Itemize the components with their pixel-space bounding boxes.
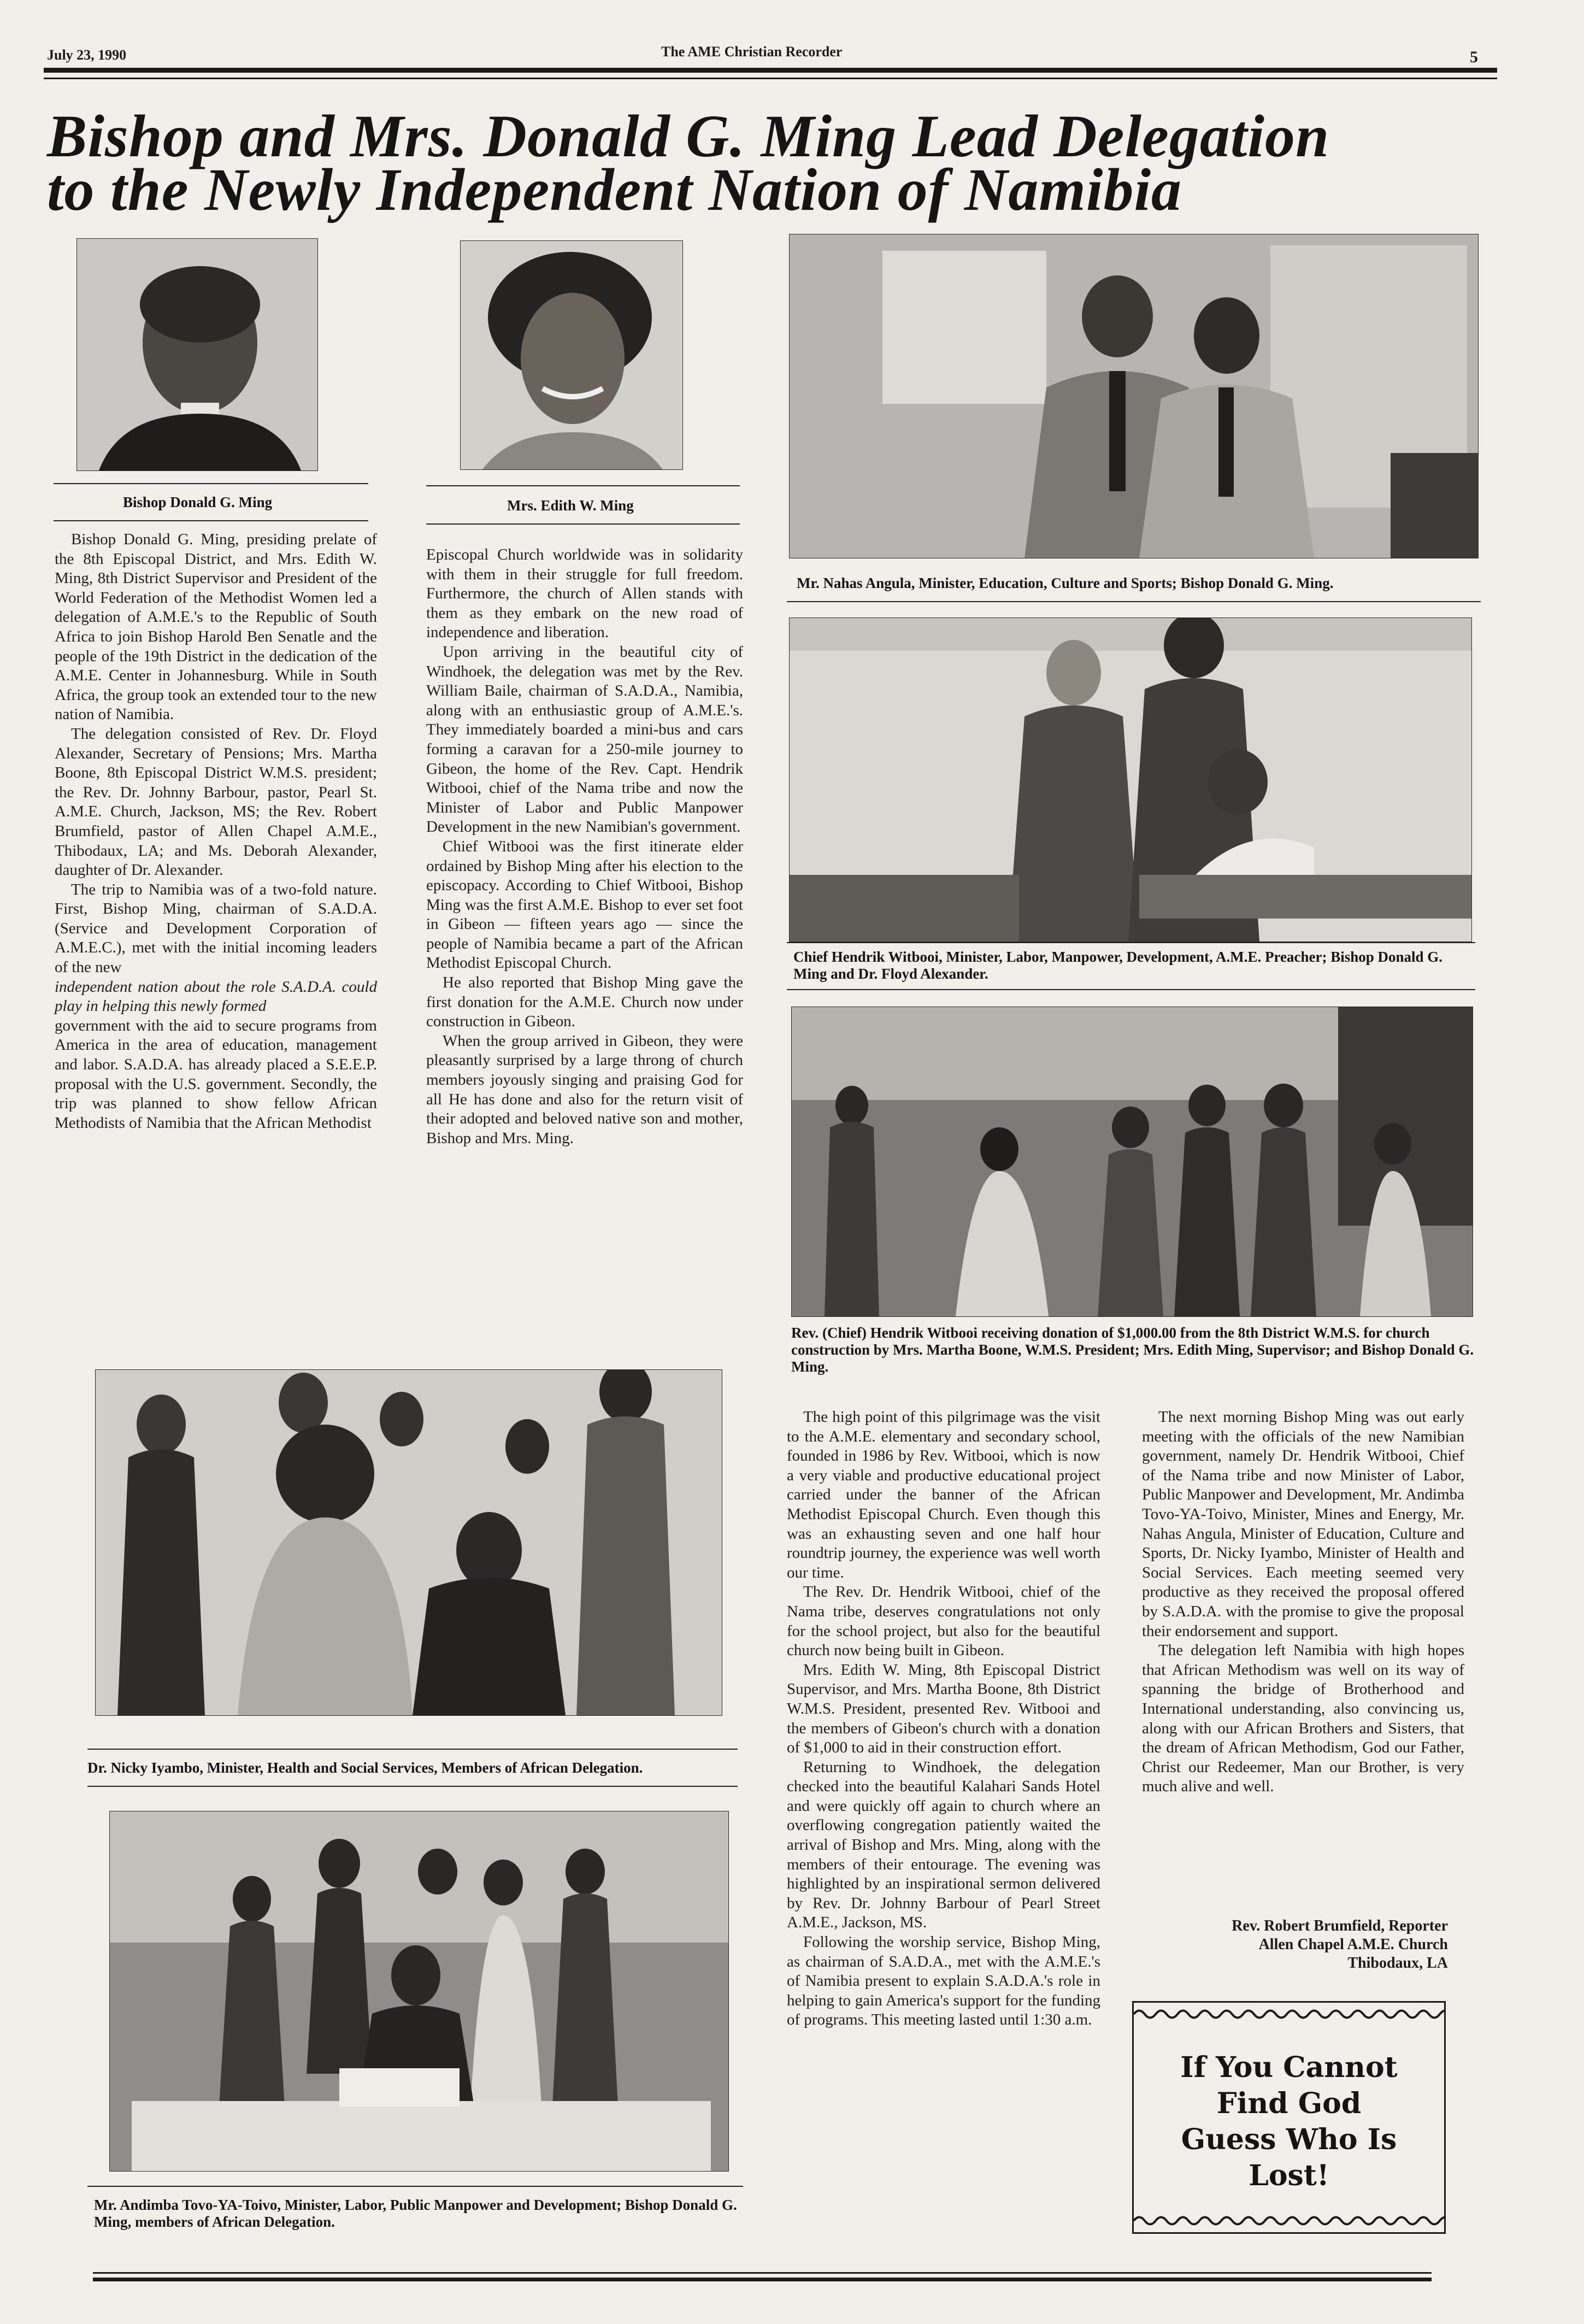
edith-portrait-caption: Mrs. Edith W. Ming	[507, 497, 634, 514]
donation-crowd-photo	[791, 1007, 1473, 1317]
donation-caption: Rev. (Chief) Hendrik Witbooi receiving donation of $1,000.00 from the 8th District W.M.S. for church construction by Mrs. Martha Boone, W.M.S. President; Mrs. Edith Ming, Supervisor; and Bishop Donald G. Ming.	[791, 1325, 1474, 1375]
paragraph: Upon arriving in the beautiful city of Windhoek, the delegation was met by the Rev. William Baile, chairman of S.A.D.A., Namibia, along with an enthusiastic group of A.M.E.'s. They immediately boarded a mini-bus and cars forming a caravan for a 250-mile journey to Gibeon, the home of the Rev. Capt. Hendrik Witbooi, chief of the Nama tribe and now the Minister of Labor and Public Manpower Development in the new Namibian's government.	[426, 643, 743, 836]
article-column-1	[55, 530, 377, 1133]
quote-line-4: Lost!	[1249, 2159, 1329, 2192]
bottom-rule	[93, 2272, 1432, 2274]
page-number: 5	[1470, 48, 1478, 66]
headline-line-2: to the Newly Independent Nation of Namibia	[47, 156, 1182, 223]
toivo-caption: Mr. Andimba Tovo-YA-Toivo, Minister, Labor, Public Manpower and Development; Bishop Donald G. Ming, members of African Delegation.	[94, 2197, 737, 2230]
quote-box	[1132, 2001, 1446, 2234]
byline-location: Thibodaux, LA	[1347, 1955, 1448, 1972]
iyambo-delegation-photo	[95, 1369, 722, 1716]
angula-caption: Mr. Nahas Angula, Minister, Education, Culture and Sports; Bishop Donald G. Ming.	[797, 575, 1334, 591]
quote-line-3: Guess Who Is	[1181, 2123, 1397, 2156]
quote-text	[1134, 2050, 1444, 2194]
paragraph: Chief Witbooi was the first itinerate elder ordained by Bishop Ming after his election to the episcopacy. According to Chief Witbooi, Bishop Ming was the first A.M.E. Bishop to ever set foot in Gibeon — fifteen years ago — since the people of Namibia became a part of the African Methodist Episcopal Church.	[426, 837, 743, 972]
paragraph: independent nation about the role S.A.D.A. could play in helping this newly formed	[55, 978, 377, 1015]
paragraph: When the group arrived in Gibeon, they were pleasantly surprised by a large throng of church members joyously singing and praising God for all He has done and also for the return visit of their adopted and beloved native son and mother, Bishop and Mrs. Ming.	[426, 1032, 743, 1147]
bishop-portrait-photo	[76, 238, 318, 471]
paragraph: The delegation left Namibia with high hopes that African Methodism was well on its way of spanning the bridge of Brotherhood and International understanding, also convincing us, along with our African Brothers and Sisters, that the dream of African Methodism, God our Father, Christ our Redeemer, Man our Brother, is very much alive and well.	[1142, 1641, 1464, 1796]
witbooi-caption: Chief Hendrik Witbooi, Minister, Labor, Manpower, Development, A.M.E. Preacher; Bishop Donald G. Ming and Dr. Floyd Alexander.	[793, 949, 1443, 982]
article-column-3	[787, 1408, 1100, 2030]
paragraph: Episcopal Church worldwide was in solidarity with them in their struggle for full freedom. Furthermore, the church of Allen stands with them as they embark on the new road of independence and liberation.	[426, 546, 743, 642]
masthead-rule-thin	[44, 78, 1497, 79]
paragraph: The delegation consisted of Rev. Dr. Floyd Alexander, Secretary of Pensions; Mrs. Martha Boone, 8th Episcopal District W.M.S. president; the Rev. Dr. Johnny Barbour, pastor, Pearl St. A.M.E. Church, Jackson, MS; the Rev. Robert Brumfield, pastor of Allen Chapel A.M.E., Thibodaux, LA; and Ms. Deborah Alexander, daughter of Dr. Alexander.	[55, 725, 377, 879]
issue-date: July 23, 1990	[47, 47, 127, 63]
paragraph: He also reported that Bishop Ming gave the first donation for the A.M.E. Church now under construction in Gibeon.	[426, 974, 743, 1031]
headline	[47, 103, 1522, 223]
paragraph: government with the aid to secure programs from America in the area of education, management and labor. S.A.D.A. has already placed a S.E.E.P. proposal with the U.S. government. Secondly, the trip was planned to show fellow African Methodists of Namibia that the African Methodist	[55, 1016, 377, 1132]
toivo-delegation-photo	[109, 1811, 729, 2172]
paragraph: The trip to Namibia was of a two-fold nature. First, Bishop Ming, chairman of S.A.D.A. (Service and Development Corporation of A.M.E.C.), met with the initial incoming leaders of the new	[55, 880, 377, 976]
paragraph: Mrs. Edith W. Ming, 8th Episcopal District Supervisor, and Mrs. Martha Boone, 8th District W.M.S. President, presented Rev. Witbooi and the members of Gibeon's church with a donation of $1,000 to aid in their construction effort.	[787, 1661, 1100, 1757]
ornament-border-bottom	[1134, 2214, 1444, 2228]
quote-line-1: If You Cannot	[1180, 2051, 1398, 2084]
paragraph: Bishop Donald G. Ming, presiding prelate of the 8th Episcopal District, and Mrs. Edith W. Ming, 8th District Supervisor and President of the World Federation of the Methodist Women led a delegation of A.M.E.'s to the Republic of South Africa to join Bishop Harold Ben Senatle and the people of the 19th District in the dedication of the A.M.E. Center in Johannesburg. While in South Africa, the group took an extended tour to the new nation of Namibia.	[55, 531, 377, 723]
byline-church: Allen Chapel A.M.E. Church	[1258, 1936, 1448, 1953]
byline-reporter: Rev. Robert Brumfield, Reporter	[1232, 1917, 1448, 1934]
quote-line-2: Find God	[1216, 2087, 1362, 2120]
paragraph: The next morning Bishop Ming was out early meeting with the officials of the new Namibian government, namely Dr. Hendrik Witbooi, Chief of the Nama tribe and now Minister of Labor, Public Manpower and Development, Mr. Andimba Tovo-YA-Toivo, Minister, Mines and Energy, Mr. Nahas Angula, Minister of Education, Culture and Sports, Dr. Nicky Iyambo, Minister of Health and Social Services. Each meeting seemed very productive as they received the proposal offered by S.A.D.A. with the promise to give the proposal their endorsement and support.	[1142, 1408, 1464, 1640]
ornament-border-top	[1134, 2007, 1444, 2021]
edith-portrait-photo	[460, 240, 683, 470]
paragraph: The high point of this pilgrimage was the visit to the A.M.E. elementary and secondary school, founded in 1986 by Rev. Witbooi, which is now a very viable and productive educational project carried under the banner of the African Methodist Episcopal Church. Even though this was an exhausting seven and one half hour roundtrip journey, the experience was well worth our time.	[787, 1408, 1100, 1581]
publication-name: The AME Christian Recorder	[661, 44, 843, 60]
paragraph: Following the worship service, Bishop Ming, as chairman of S.A.D.A., met with the A.M.E.'s of Namibia present to explain S.A.D.A.'s role in helping to gain America's support for the funding of programs. This meeting lasted until 1:30 a.m.	[787, 1933, 1100, 2029]
headline-line-1: Bishop and Mrs. Donald G. Ming Lead Delegation	[47, 103, 1330, 169]
bottom-rule-thick	[93, 2278, 1432, 2281]
masthead-rule	[44, 68, 1497, 73]
byline	[1142, 1917, 1448, 1973]
witbooi-group-photo	[789, 617, 1472, 942]
bishop-portrait-caption: Bishop Donald G. Ming	[123, 494, 273, 510]
article-column-2	[426, 545, 743, 1148]
article-column-4	[1142, 1408, 1464, 1797]
paragraph: Returning to Windhoek, the delegation checked into the beautiful Kalahari Sands Hotel and were quickly off again to church where an overflowing congregation patiently waited the arrival of Bishop and Mrs. Ming, along with the members of their entourage. The evening was highlighted by an inspirational sermon delivered by Rev. Dr. Johnny Barbour of Pearl Street A.M.E., Jackson, MS.	[787, 1758, 1100, 1932]
iyambo-caption: Dr. Nicky Iyambo, Minister, Health and Social Services, Members of African Delegation.	[87, 1760, 643, 1776]
angula-bishop-photo	[789, 234, 1479, 558]
paragraph: The Rev. Dr. Hendrik Witbooi, chief of the Nama tribe, deserves congratulations not only for the school project, but also for the beautiful church now being built in Gibeon.	[787, 1583, 1100, 1660]
